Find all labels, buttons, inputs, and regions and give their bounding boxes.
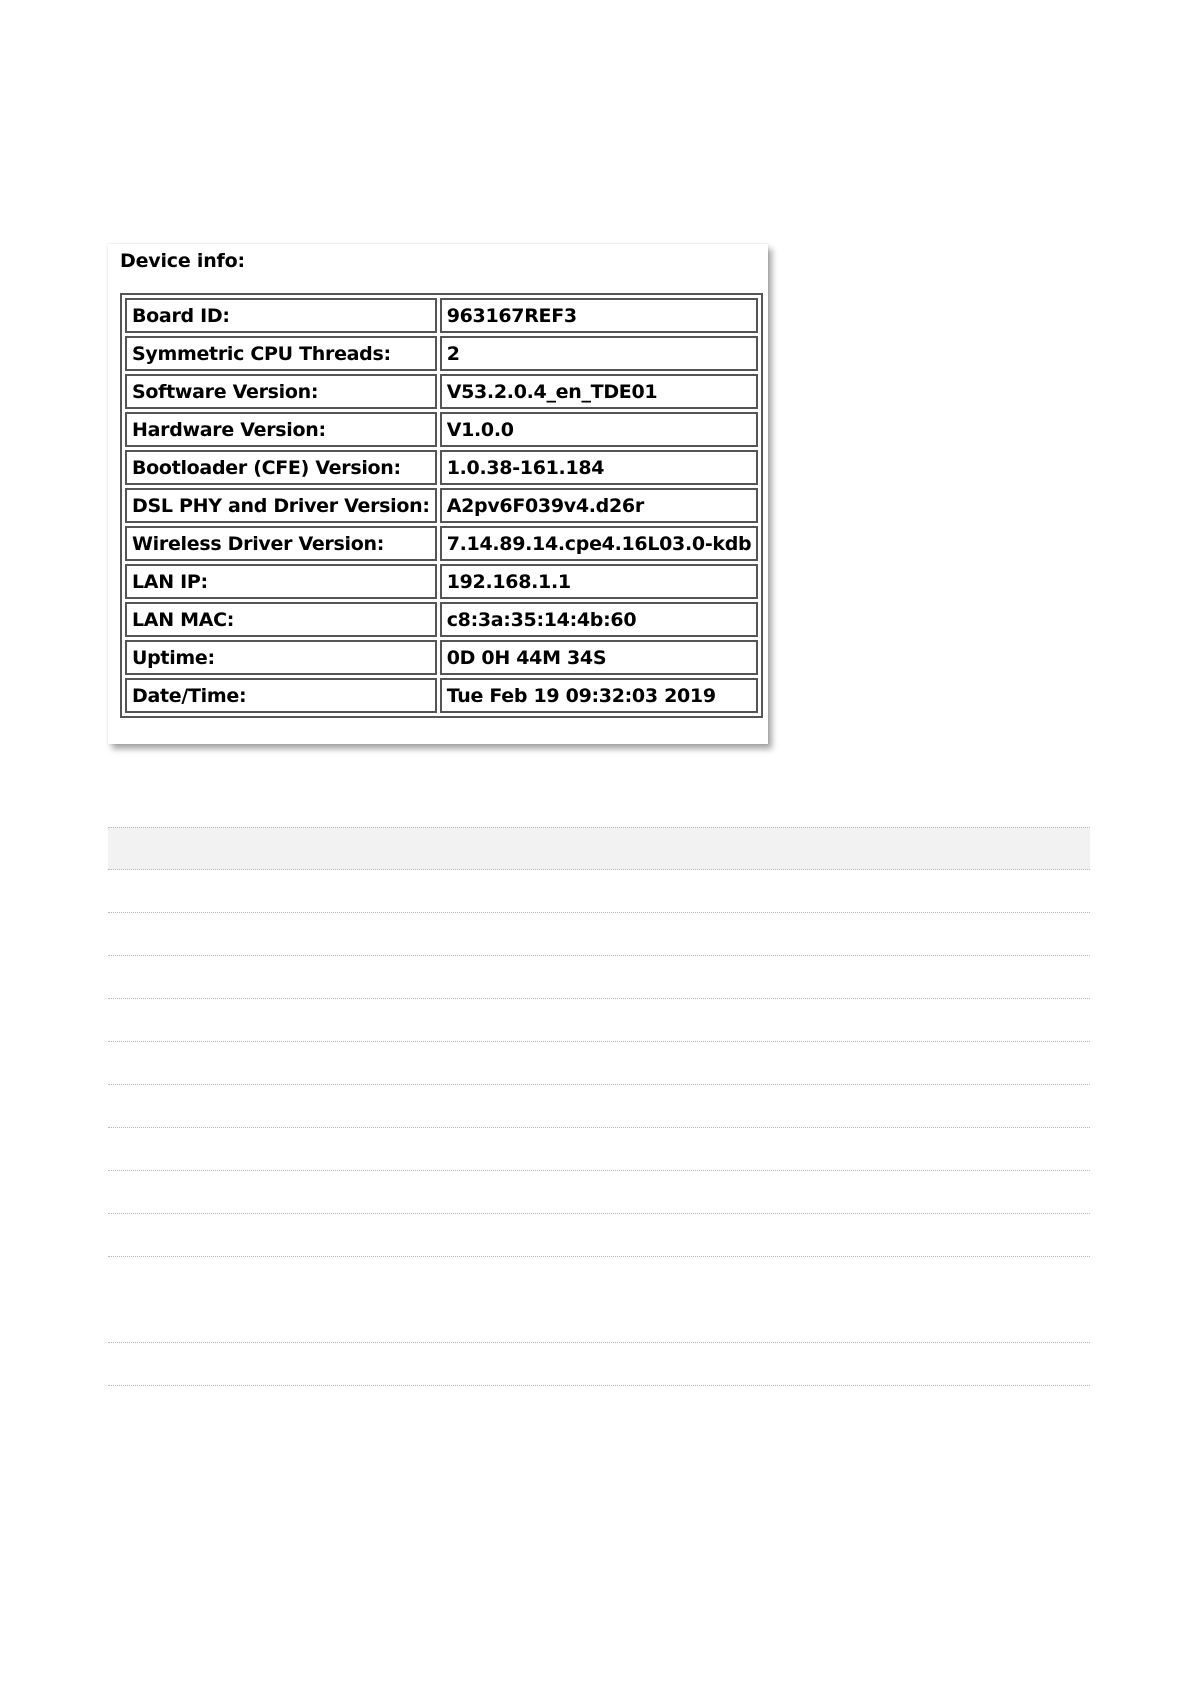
lan-mac-label: LAN MAC: xyxy=(125,602,437,637)
date-time-value: Tue Feb 19 09:32:03 2019 xyxy=(440,678,759,713)
software-version-value: V53.2.0.4_en_TDE01 xyxy=(440,374,759,409)
hardware-version-label: Hardware Version: xyxy=(125,412,437,447)
table-row xyxy=(108,999,1090,1042)
software-version-label: Software Version: xyxy=(125,374,437,409)
table-row xyxy=(125,602,758,637)
table-row xyxy=(125,336,758,371)
parameter-table xyxy=(108,827,1090,1386)
table-row xyxy=(125,298,758,333)
table-row xyxy=(108,956,1090,999)
cpu-threads-label: Symmetric CPU Threads: xyxy=(125,336,437,371)
table-row xyxy=(108,913,1090,956)
table-row xyxy=(108,1171,1090,1214)
table-row xyxy=(125,374,758,409)
bootloader-version-label: Bootloader (CFE) Version: xyxy=(125,450,437,485)
date-time-label: Date/Time: xyxy=(125,678,437,713)
table-row xyxy=(125,526,758,561)
device-info-table xyxy=(120,293,763,718)
lan-ip-label: LAN IP: xyxy=(125,564,437,599)
table-row xyxy=(108,1343,1090,1386)
wireless-driver-version-label: Wireless Driver Version: xyxy=(125,526,437,561)
table-row xyxy=(108,1042,1090,1085)
table-row xyxy=(125,564,758,599)
lan-mac-value: c8:3a:35:14:4b:60 xyxy=(440,602,759,637)
hardware-version-value: V1.0.0 xyxy=(440,412,759,447)
table-row xyxy=(125,450,758,485)
table-row xyxy=(125,678,758,713)
device-info-screenshot xyxy=(108,244,768,744)
table-row xyxy=(108,1128,1090,1171)
wireless-driver-version-value: 7.14.89.14.cpe4.16L03.0-kdb xyxy=(440,526,759,561)
uptime-label: Uptime: xyxy=(125,640,437,675)
board-id-value: 963167REF3 xyxy=(440,298,759,333)
parameter-table-header xyxy=(108,827,1090,870)
uptime-value: 0D 0H 44M 34S xyxy=(440,640,759,675)
table-row xyxy=(108,1214,1090,1257)
table-row xyxy=(108,1257,1090,1343)
lan-ip-value: 192.168.1.1 xyxy=(440,564,759,599)
table-row xyxy=(125,640,758,675)
table-row xyxy=(108,870,1090,913)
bootloader-version-value: 1.0.38-161.184 xyxy=(440,450,759,485)
dsl-phy-version-value: A2pv6F039v4.d26r xyxy=(440,488,759,523)
table-row xyxy=(125,488,758,523)
table-row xyxy=(125,412,758,447)
device-info-title: Device info: xyxy=(120,250,245,272)
board-id-label: Board ID: xyxy=(125,298,437,333)
dsl-phy-version-label: DSL PHY and Driver Version: xyxy=(125,488,437,523)
cpu-threads-value: 2 xyxy=(440,336,759,371)
table-row xyxy=(108,1085,1090,1128)
